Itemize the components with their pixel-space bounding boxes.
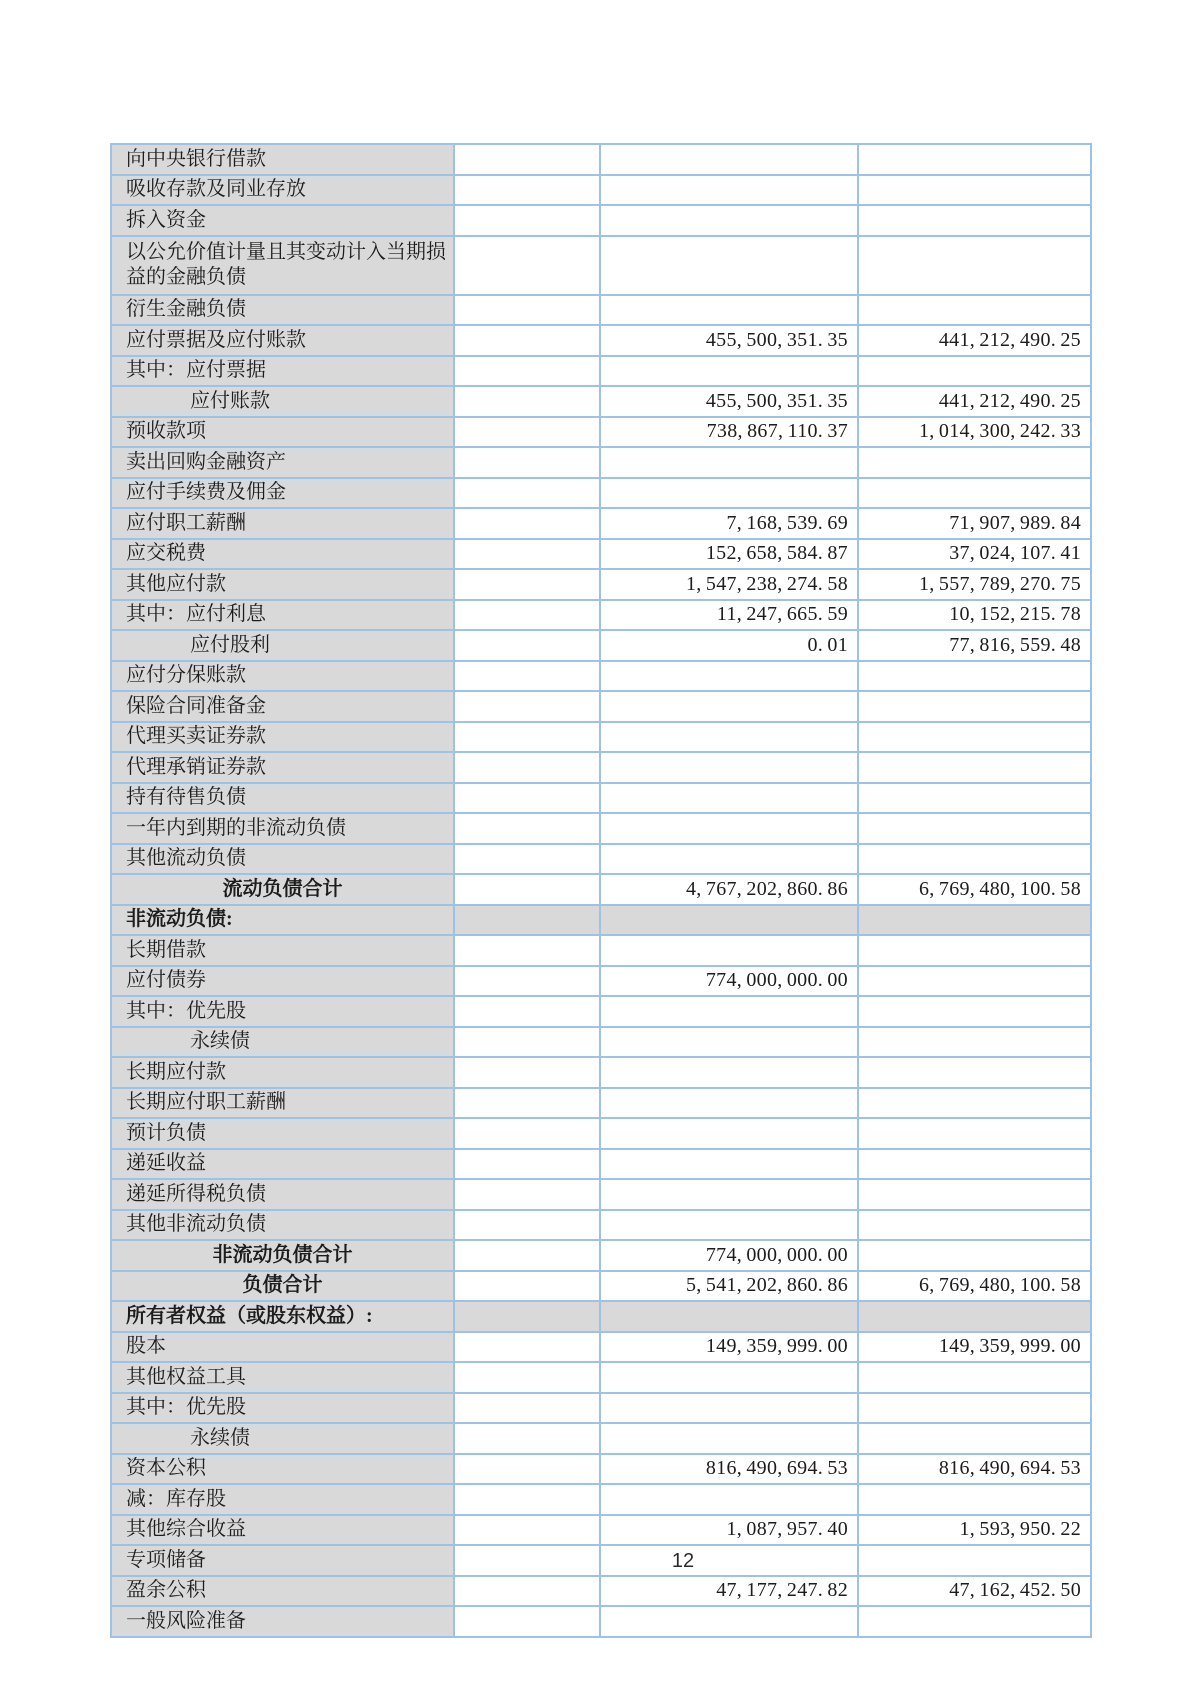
amount-current-cell: 4, 767, 202, 860. 86	[600, 874, 858, 905]
note-cell	[454, 295, 600, 326]
amount-prior-cell	[858, 1118, 1091, 1149]
table-row	[111, 905, 1091, 936]
row-label-cell: 其中：应付利息	[111, 600, 454, 631]
amount-current-cell: 738, 867, 110. 37	[600, 417, 858, 448]
note-cell	[454, 386, 600, 417]
table-row	[111, 1271, 1091, 1302]
table-row	[111, 1179, 1091, 1210]
row-label-cell: 应付手续费及佣金	[111, 478, 454, 509]
amount-current-cell: 1, 087, 957. 40	[600, 1515, 858, 1546]
note-cell	[454, 1484, 600, 1515]
row-label-cell: 所有者权益（或股东权益）:	[111, 1301, 454, 1332]
row-label-cell: 长期应付款	[111, 1057, 454, 1088]
amount-prior-cell: 10, 152, 215. 78	[858, 600, 1091, 631]
amount-prior-cell	[858, 1210, 1091, 1241]
row-label-cell: 应付票据及应付账款	[111, 325, 454, 356]
amount-current-cell	[600, 478, 858, 509]
table-row	[111, 691, 1091, 722]
note-cell	[454, 1606, 600, 1637]
row-label-cell: 其他流动负债	[111, 844, 454, 875]
note-cell	[454, 1027, 600, 1058]
amount-current-cell	[600, 1088, 858, 1119]
table-row	[111, 1423, 1091, 1454]
table-row	[111, 1149, 1091, 1180]
row-label-cell: 长期借款	[111, 935, 454, 966]
table-row	[111, 295, 1091, 326]
table-row	[111, 1118, 1091, 1149]
amount-current-cell	[600, 813, 858, 844]
row-label-cell: 流动负债合计	[111, 874, 454, 905]
amount-prior-cell: 149, 359, 999. 00	[858, 1332, 1091, 1363]
amount-current-cell	[600, 236, 858, 295]
table-row	[111, 752, 1091, 783]
note-cell	[454, 752, 600, 783]
table-row	[111, 661, 1091, 692]
amount-current-cell	[600, 1027, 858, 1058]
row-label-cell: 其中：优先股	[111, 996, 454, 1027]
row-label-cell: 专项储备	[111, 1545, 454, 1576]
note-cell	[454, 356, 600, 387]
table-row	[111, 1515, 1091, 1546]
amount-current-cell	[600, 1606, 858, 1637]
note-cell	[454, 691, 600, 722]
amount-current-cell	[600, 1545, 858, 1576]
note-cell	[454, 783, 600, 814]
row-label-cell: 其他权益工具	[111, 1362, 454, 1393]
table-row	[111, 1088, 1091, 1119]
amount-prior-cell	[858, 905, 1091, 936]
table-row	[111, 600, 1091, 631]
note-cell	[454, 813, 600, 844]
amount-prior-cell: 1, 593, 950. 22	[858, 1515, 1091, 1546]
amount-prior-cell	[858, 1301, 1091, 1332]
amount-current-cell: 774, 000, 000. 00	[600, 966, 858, 997]
row-label-cell: 应付账款	[111, 386, 454, 417]
table-row	[111, 1454, 1091, 1485]
note-cell	[454, 1057, 600, 1088]
row-label-cell: 其他综合收益	[111, 1515, 454, 1546]
amount-current-cell: 5, 541, 202, 860. 86	[600, 1271, 858, 1302]
note-cell	[454, 905, 600, 936]
table-row	[111, 630, 1091, 661]
table-row	[111, 417, 1091, 448]
row-label-cell: 永续债	[111, 1423, 454, 1454]
amount-current-cell: 7, 168, 539. 69	[600, 508, 858, 539]
amount-current-cell: 11, 247, 665. 59	[600, 600, 858, 631]
amount-prior-cell: 816, 490, 694. 53	[858, 1454, 1091, 1485]
row-label-cell: 应付分保账款	[111, 661, 454, 692]
note-cell	[454, 1332, 600, 1363]
row-label-cell: 衍生金融负债	[111, 295, 454, 326]
table-row	[111, 844, 1091, 875]
amount-current-cell	[600, 144, 858, 175]
amount-current-cell	[600, 1393, 858, 1424]
row-label-cell: 应付股利	[111, 630, 454, 661]
note-cell	[454, 600, 600, 631]
note-cell	[454, 447, 600, 478]
amount-prior-cell	[858, 1393, 1091, 1424]
amount-prior-cell	[858, 783, 1091, 814]
row-label-cell: 其他非流动负债	[111, 1210, 454, 1241]
amount-current-cell: 0. 01	[600, 630, 858, 661]
table-row	[111, 144, 1091, 175]
amount-prior-cell	[858, 935, 1091, 966]
row-label-cell: 长期应付职工薪酬	[111, 1088, 454, 1119]
page-number: 12	[671, 1550, 695, 1572]
note-cell	[454, 844, 600, 875]
balance-sheet-table	[110, 143, 1092, 1638]
note-cell	[454, 539, 600, 570]
amount-prior-cell: 77, 816, 559. 48	[858, 630, 1091, 661]
note-cell	[454, 1423, 600, 1454]
note-cell	[454, 569, 600, 600]
amount-current-cell	[600, 205, 858, 236]
row-label-cell: 应付职工薪酬	[111, 508, 454, 539]
note-cell	[454, 325, 600, 356]
amount-current-cell	[600, 1423, 858, 1454]
note-cell	[454, 1576, 600, 1607]
table-row	[111, 569, 1091, 600]
table-row	[111, 935, 1091, 966]
note-cell	[454, 478, 600, 509]
note-cell	[454, 996, 600, 1027]
amount-current-cell	[600, 1179, 858, 1210]
table-row	[111, 1576, 1091, 1607]
amount-current-cell	[600, 1362, 858, 1393]
note-cell	[454, 966, 600, 997]
amount-prior-cell: 1, 014, 300, 242. 33	[858, 417, 1091, 448]
amount-prior-cell: 47, 162, 452. 50	[858, 1576, 1091, 1607]
table-row	[111, 1393, 1091, 1424]
note-cell	[454, 1149, 600, 1180]
amount-current-cell	[600, 905, 858, 936]
row-label-cell: 以公允价值计量且其变动计入当期损益的金融负债	[111, 236, 454, 295]
row-label-cell: 拆入资金	[111, 205, 454, 236]
note-cell	[454, 417, 600, 448]
amount-prior-cell: 71, 907, 989. 84	[858, 508, 1091, 539]
amount-current-cell: 47, 177, 247. 82	[600, 1576, 858, 1607]
amount-prior-cell	[858, 1240, 1091, 1271]
table-row	[111, 447, 1091, 478]
table-row	[111, 205, 1091, 236]
table-row	[111, 508, 1091, 539]
note-cell	[454, 1210, 600, 1241]
note-cell	[454, 1454, 600, 1485]
amount-prior-cell	[858, 996, 1091, 1027]
amount-prior-cell	[858, 1149, 1091, 1180]
row-label-cell: 盈余公积	[111, 1576, 454, 1607]
note-cell	[454, 935, 600, 966]
amount-prior-cell	[858, 813, 1091, 844]
row-label-cell: 负债合计	[111, 1271, 454, 1302]
amount-prior-cell	[858, 1088, 1091, 1119]
table-row	[111, 813, 1091, 844]
amount-prior-cell: 6, 769, 480, 100. 58	[858, 874, 1091, 905]
amount-current-cell	[600, 1118, 858, 1149]
amount-prior-cell	[858, 295, 1091, 326]
row-label-cell: 资本公积	[111, 1454, 454, 1485]
row-label-cell: 递延收益	[111, 1149, 454, 1180]
table-row	[111, 1210, 1091, 1241]
note-cell	[454, 1515, 600, 1546]
note-cell	[454, 1240, 600, 1271]
amount-prior-cell	[858, 691, 1091, 722]
amount-prior-cell	[858, 661, 1091, 692]
table-row	[111, 1332, 1091, 1363]
row-label-cell: 预计负债	[111, 1118, 454, 1149]
amount-prior-cell	[858, 1423, 1091, 1454]
row-label-cell: 预收款项	[111, 417, 454, 448]
amount-current-cell	[600, 996, 858, 1027]
amount-current-cell: 816, 490, 694. 53	[600, 1454, 858, 1485]
amount-prior-cell	[858, 1606, 1091, 1637]
amount-current-cell	[600, 783, 858, 814]
amount-prior-cell	[858, 966, 1091, 997]
row-label-cell: 吸收存款及同业存放	[111, 175, 454, 206]
amount-current-cell	[600, 1057, 858, 1088]
amount-prior-cell	[858, 175, 1091, 206]
amount-current-cell	[600, 691, 858, 722]
amount-current-cell: 455, 500, 351. 35	[600, 325, 858, 356]
row-label-cell: 股本	[111, 1332, 454, 1363]
amount-prior-cell	[858, 752, 1091, 783]
amount-prior-cell	[858, 1057, 1091, 1088]
amount-current-cell	[600, 935, 858, 966]
row-label-cell: 代理买卖证券款	[111, 722, 454, 753]
row-label-cell: 向中央银行借款	[111, 144, 454, 175]
amount-current-cell: 774, 000, 000. 00	[600, 1240, 858, 1271]
amount-current-cell	[600, 175, 858, 206]
note-cell	[454, 236, 600, 295]
amount-current-cell: 455, 500, 351. 35	[600, 386, 858, 417]
row-label-cell: 一般风险准备	[111, 1606, 454, 1637]
note-cell	[454, 175, 600, 206]
note-cell	[454, 1271, 600, 1302]
note-cell	[454, 205, 600, 236]
table-row	[111, 722, 1091, 753]
amount-current-cell: 149, 359, 999. 00	[600, 1332, 858, 1363]
table-row	[111, 175, 1091, 206]
table-row	[111, 478, 1091, 509]
amount-current-cell: 152, 658, 584. 87	[600, 539, 858, 570]
amount-current-cell	[600, 752, 858, 783]
amount-current-cell	[600, 1301, 858, 1332]
amount-current-cell	[600, 447, 858, 478]
table-row	[111, 1362, 1091, 1393]
note-cell	[454, 1179, 600, 1210]
table-row	[111, 325, 1091, 356]
row-label-cell: 其中：优先股	[111, 1393, 454, 1424]
amount-current-cell	[600, 295, 858, 326]
row-label-cell: 应交税费	[111, 539, 454, 570]
row-label-cell: 非流动负债合计	[111, 1240, 454, 1271]
table-row	[111, 1240, 1091, 1271]
note-cell	[454, 1545, 600, 1576]
balance-sheet-body	[111, 144, 1091, 1637]
note-cell	[454, 630, 600, 661]
amount-current-cell	[600, 844, 858, 875]
table-row	[111, 1027, 1091, 1058]
table-row	[111, 996, 1091, 1027]
row-label-cell: 其中：应付票据	[111, 356, 454, 387]
amount-current-cell	[600, 1210, 858, 1241]
amount-prior-cell: 6, 769, 480, 100. 58	[858, 1271, 1091, 1302]
row-label-cell: 一年内到期的非流动负债	[111, 813, 454, 844]
table-row	[111, 783, 1091, 814]
row-label-cell: 非流动负债:	[111, 905, 454, 936]
amount-prior-cell	[858, 478, 1091, 509]
row-label-cell: 其他应付款	[111, 569, 454, 600]
note-cell	[454, 508, 600, 539]
amount-prior-cell	[858, 722, 1091, 753]
note-cell	[454, 1118, 600, 1149]
amount-prior-cell	[858, 1484, 1091, 1515]
amount-prior-cell	[858, 356, 1091, 387]
table-row	[111, 1301, 1091, 1332]
row-label-cell: 应付债券	[111, 966, 454, 997]
amount-prior-cell	[858, 1545, 1091, 1576]
amount-prior-cell	[858, 844, 1091, 875]
amount-current-cell	[600, 1149, 858, 1180]
table-row	[111, 386, 1091, 417]
row-label-cell: 持有待售负债	[111, 783, 454, 814]
note-cell	[454, 874, 600, 905]
row-label-cell: 代理承销证券款	[111, 752, 454, 783]
table-row	[111, 966, 1091, 997]
row-label-cell: 永续债	[111, 1027, 454, 1058]
amount-prior-cell: 441, 212, 490. 25	[858, 386, 1091, 417]
amount-prior-cell	[858, 447, 1091, 478]
table-row	[111, 539, 1091, 570]
amount-prior-cell: 37, 024, 107. 41	[858, 539, 1091, 570]
note-cell	[454, 144, 600, 175]
amount-prior-cell: 1, 557, 789, 270. 75	[858, 569, 1091, 600]
amount-current-cell: 1, 547, 238, 274. 58	[600, 569, 858, 600]
table-row	[111, 1606, 1091, 1637]
row-label-cell: 保险合同准备金	[111, 691, 454, 722]
amount-prior-cell	[858, 1027, 1091, 1058]
note-cell	[454, 1301, 600, 1332]
note-cell	[454, 661, 600, 692]
amount-prior-cell	[858, 1179, 1091, 1210]
amount-prior-cell	[858, 205, 1091, 236]
amount-current-cell	[600, 722, 858, 753]
note-cell	[454, 1393, 600, 1424]
table-row	[111, 236, 1091, 295]
amount-current-cell	[600, 356, 858, 387]
amount-current-cell	[600, 1484, 858, 1515]
table-row	[111, 1057, 1091, 1088]
amount-prior-cell	[858, 236, 1091, 295]
note-cell	[454, 1362, 600, 1393]
amount-prior-cell	[858, 144, 1091, 175]
note-cell	[454, 722, 600, 753]
table-row	[111, 356, 1091, 387]
amount-prior-cell	[858, 1362, 1091, 1393]
table-row	[111, 874, 1091, 905]
row-label-cell: 减：库存股	[111, 1484, 454, 1515]
table-row	[111, 1545, 1091, 1576]
amount-prior-cell: 441, 212, 490. 25	[858, 325, 1091, 356]
amount-current-cell	[600, 661, 858, 692]
row-label-cell: 递延所得税负债	[111, 1179, 454, 1210]
note-cell	[454, 1088, 600, 1119]
table-row	[111, 1484, 1091, 1515]
row-label-cell: 卖出回购金融资产	[111, 447, 454, 478]
